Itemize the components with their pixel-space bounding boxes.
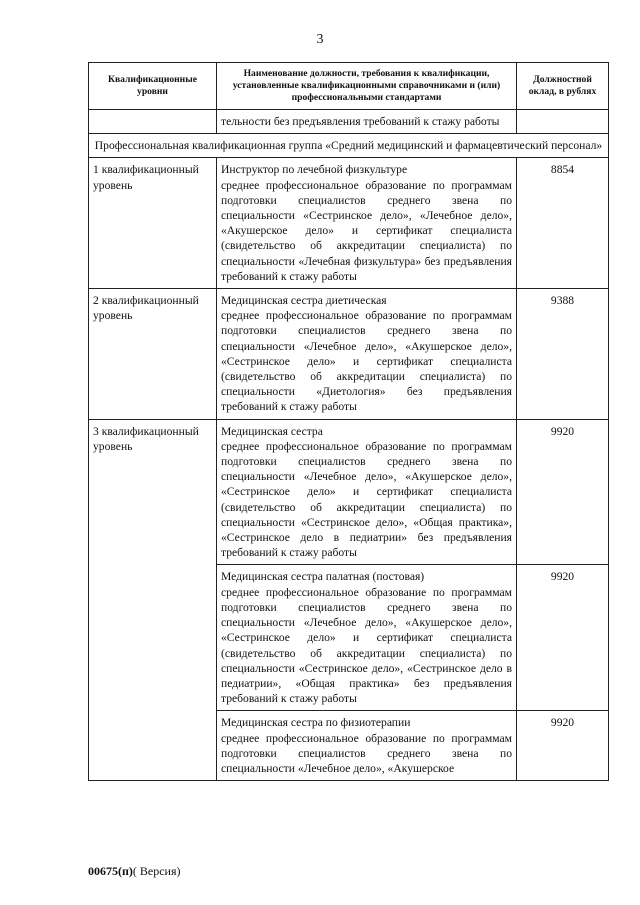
position-cell <box>217 419 517 565</box>
footer <box>88 864 181 879</box>
document-version: ( Версия) <box>132 864 181 878</box>
level-cell: 3 квалификационный уровень <box>89 419 217 780</box>
header-position: Наименование должности, требования к квалификации, установленные квалификационными справочниками и (или) профессиональными стандартами <box>217 63 517 110</box>
salary-cell: 9920 <box>517 419 609 565</box>
position-title: Медицинская сестра <box>221 424 323 438</box>
continuation-level-cell <box>89 110 217 134</box>
table-row <box>89 158 609 289</box>
group-row <box>89 134 609 158</box>
position-cell <box>217 565 517 711</box>
position-requirements: среднее профессиональное образование по программам подготовки специалистов среднего звена по специальности «Сестринское дело», «Лечебное дело», «Акушерское дело» и сертификат специалиста (свидетельство об аккредитации специалиста) по специальности «Лечебная физкультура» без предъявления требований к стажу работы <box>221 178 512 283</box>
salary-cell: 9920 <box>517 711 609 781</box>
qualification-table <box>88 62 609 781</box>
document-code: 00675(п) <box>88 864 133 878</box>
position-cell <box>217 289 517 420</box>
position-requirements: среднее профессиональное образование по программам подготовки специалистов среднего звена по специальности «Лечебное дело», «Акушерское дело», «Сестринское дело» и сертификат специалиста (свидетельство об аккредитации специалиста) по специальности «Сестринское дело», «Общая практика», «Сестринское дело в педиатрии» без предъявления требований к стажу работы <box>221 439 512 560</box>
level-cell: 1 квалификационный уровень <box>89 158 217 289</box>
position-requirements: среднее профессиональное образование по программам подготовки специалистов среднего звена по специальности «Лечебное дело», «Акушерское <box>221 731 512 775</box>
level-cell: 2 квалификационный уровень <box>89 289 217 420</box>
position-title: Инструктор по лечебной физкультуре <box>221 163 408 177</box>
salary-cell: 8854 <box>517 158 609 289</box>
table-header-row <box>89 63 609 110</box>
position-title: Медицинская сестра диетическая <box>221 294 387 308</box>
salary-cell: 9388 <box>517 289 609 420</box>
position-requirements: среднее профессиональное образование по программам подготовки специалистов среднего звена по специальности «Лечебное дело», «Акушерское дело», «Сестринское дело» и сертификат специалиста (свидетельство об аккредитации специалиста) по специальности «Сестринское дело», «Сестринское дело в педиатрии», «Общая практика» без предъявления требований к стажу работы <box>221 585 512 706</box>
position-cell <box>217 711 517 781</box>
table-row <box>89 289 609 420</box>
continuation-salary-cell <box>517 110 609 134</box>
position-cell <box>217 158 517 289</box>
continuation-text: тельности без предъявления требований к стажу работы <box>217 110 517 134</box>
table-row <box>89 419 609 565</box>
header-salary: Должностной оклад, в рублях <box>517 63 609 110</box>
position-title: Медицинская сестра палатная (постовая) <box>221 570 425 584</box>
salary-cell: 9920 <box>517 565 609 711</box>
position-requirements: среднее профессиональное образование по программам подготовки специалистов среднего звена по специальности «Лечебное дело», «Акушерское дело», «Сестринское дело» и сертификат специалиста (свидетельство об аккредитации специалиста) по специальности «Диетология» без предъявления требований к стажу работы <box>221 309 512 414</box>
page-number: 3 <box>316 32 324 47</box>
continuation-row <box>89 110 609 134</box>
position-title: Медицинская сестра по физиотерапии <box>221 716 411 730</box>
group-title: Профессиональная квалификационная группа «Средний медицинский и фармацевтический персонал» <box>89 134 609 158</box>
header-level: Квалификационные уровни <box>89 63 217 110</box>
